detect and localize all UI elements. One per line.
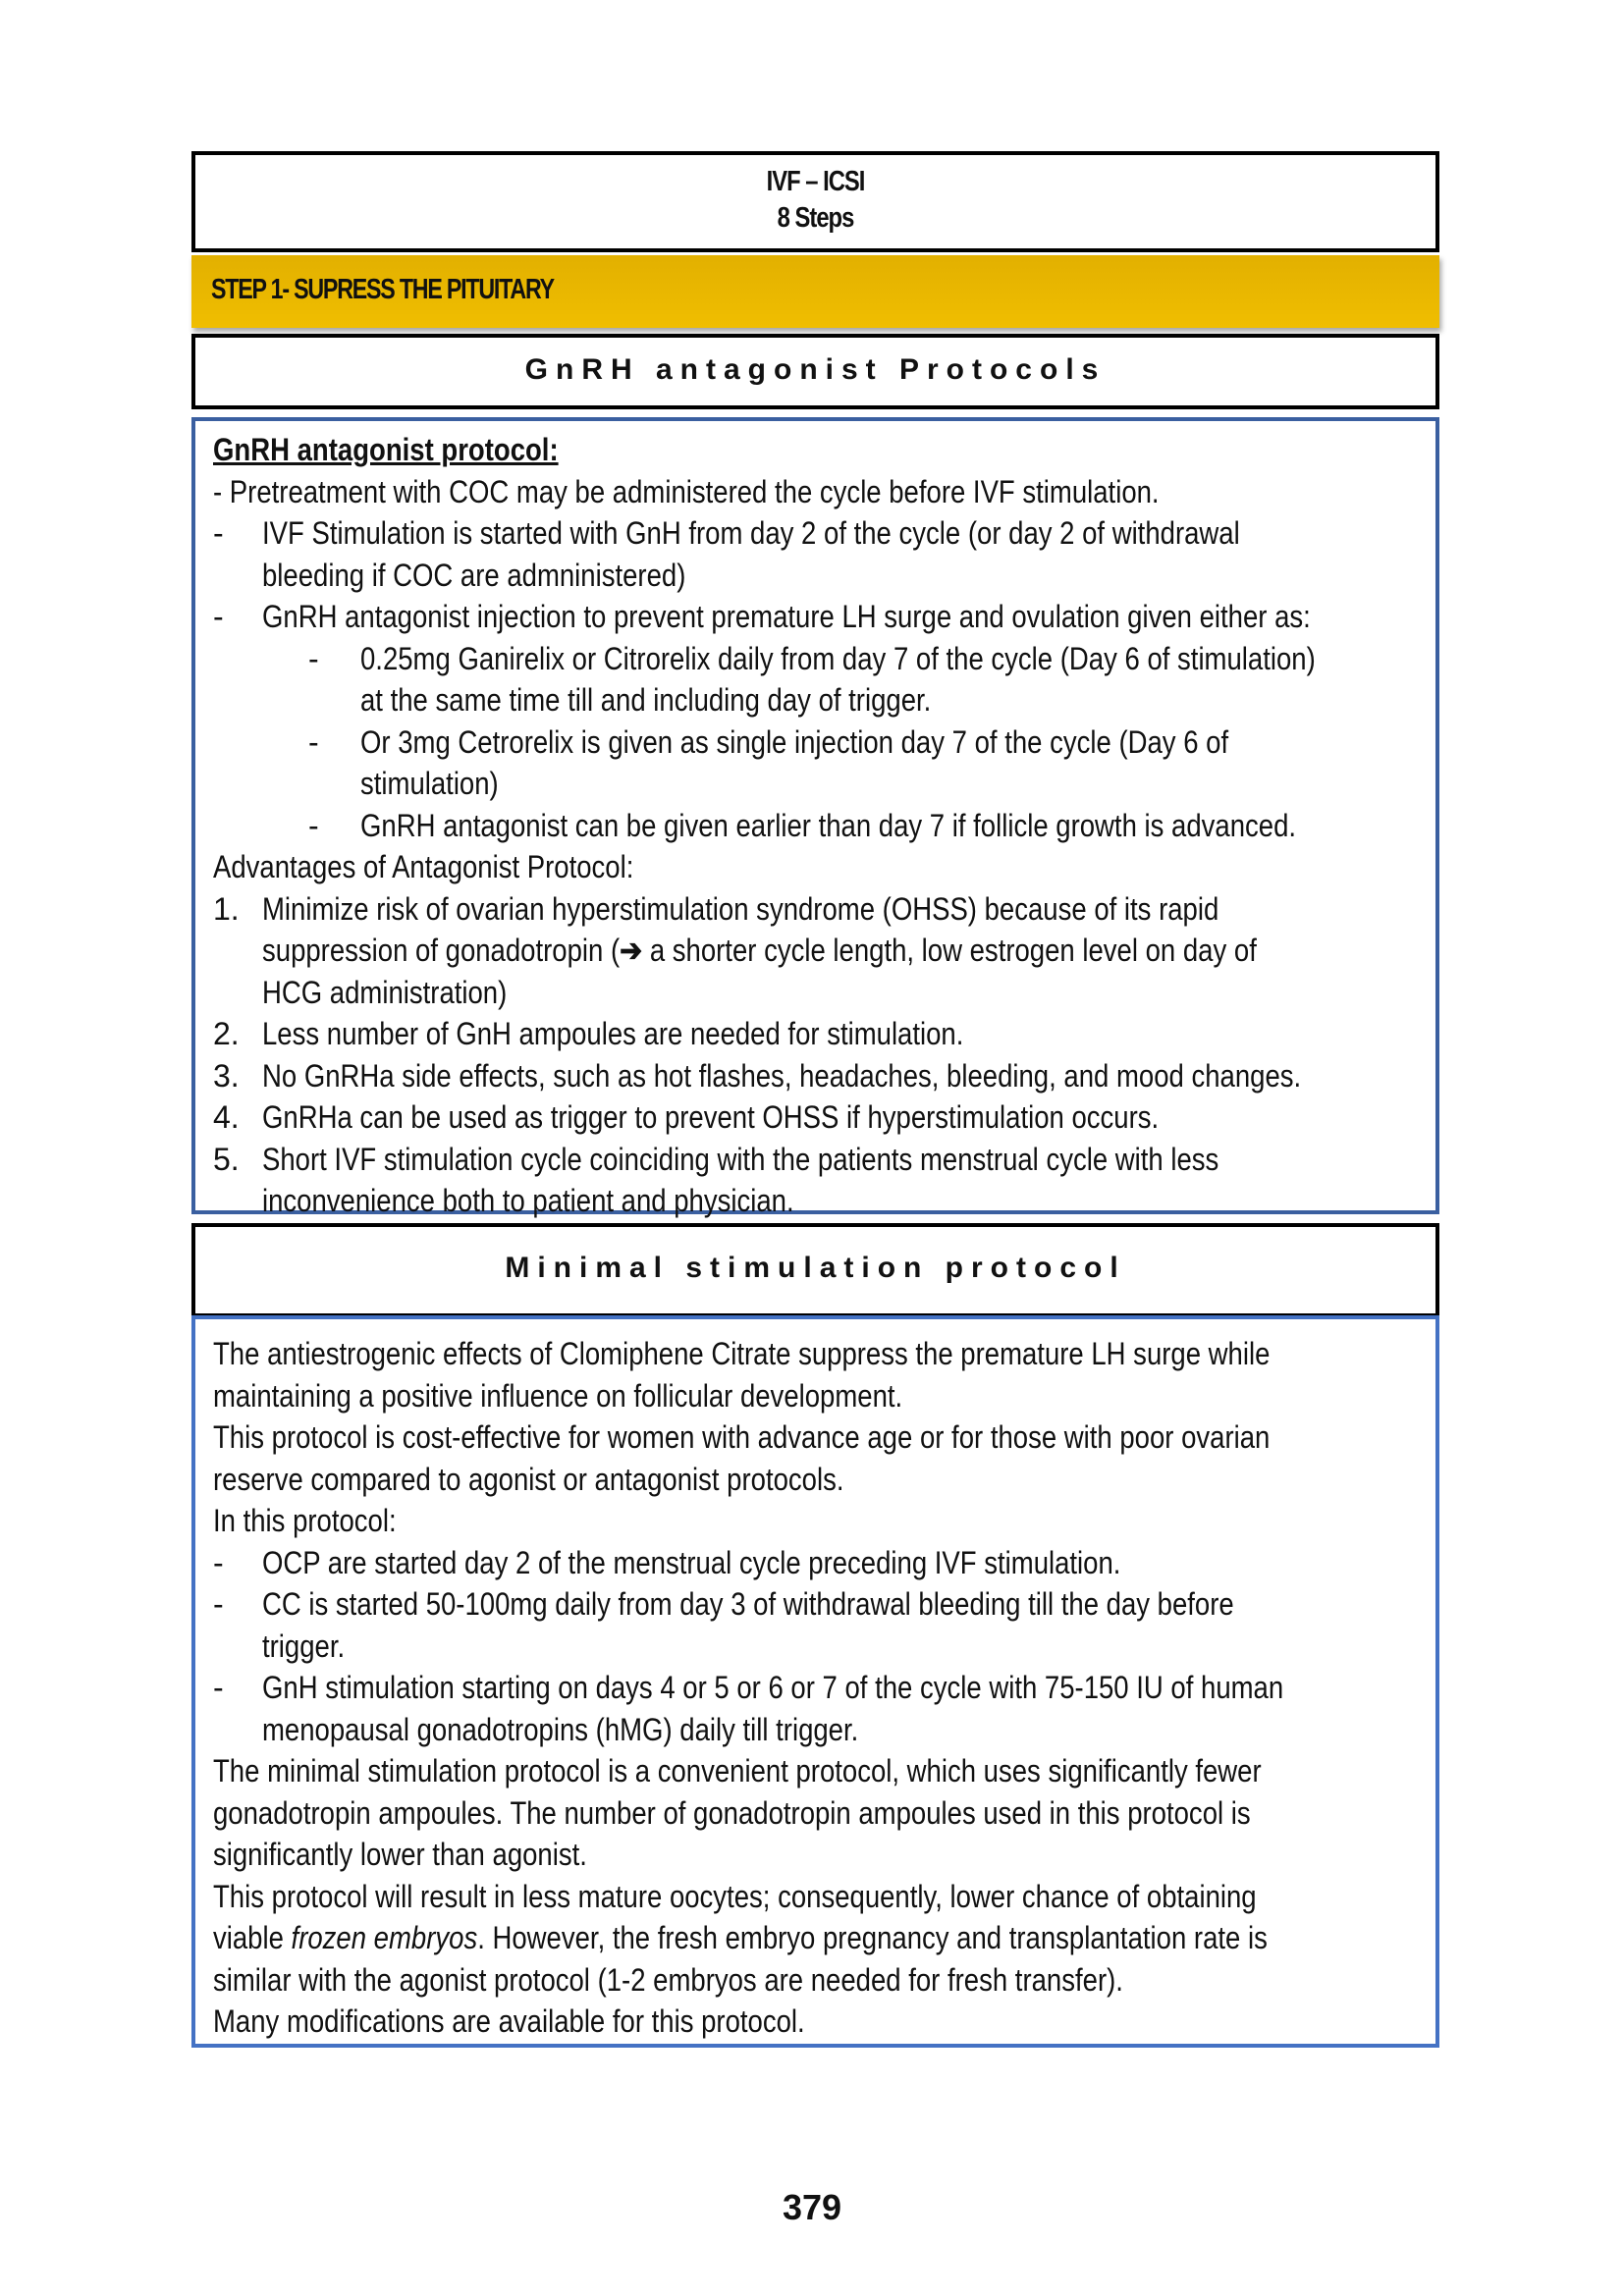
document-title: IVF – ICSI bbox=[766, 166, 865, 197]
list-item-line: Less number of GnH ampoules are needed for stimulation. bbox=[262, 1016, 964, 1051]
list-item-line: HCG administration) bbox=[262, 974, 508, 1010]
title-box bbox=[191, 151, 1439, 252]
list-item-line: GnRHa can be used as trigger to prevent OHSS if hyperstimulation occurs. bbox=[262, 1099, 1160, 1135]
bullet-dash: - bbox=[308, 640, 319, 676]
sub-list-item bbox=[213, 721, 1418, 805]
antagonist-heading-text: GnRH antagonist protocol: bbox=[213, 432, 559, 467]
list-item-line: trigger. bbox=[262, 1628, 346, 1664]
bullet-dash: - bbox=[213, 599, 224, 634]
list-item-line: GnH stimulation starting on days 4 or 5 or 6 or 7 of the cycle with 75-150 IU of human bbox=[262, 1670, 1284, 1705]
item-number: 2. bbox=[213, 1016, 240, 1051]
advantage-item bbox=[213, 1096, 1418, 1139]
list-item-line: 0.25mg Ganirelix or Citrorelix daily from day 7 of the cycle (Day 6 of stimulation) bbox=[360, 640, 1316, 676]
sub-list-item bbox=[213, 638, 1418, 721]
line-segment: viable bbox=[213, 1920, 292, 1955]
bullet-dash: - bbox=[308, 807, 319, 843]
pretreatment-text: - Pretreatment with COC may be administered the cycle before IVF stimulation. bbox=[213, 473, 1160, 509]
item-number: 1. bbox=[213, 890, 240, 927]
advantage-item bbox=[213, 888, 1418, 1014]
bullet-dash: - bbox=[213, 1670, 224, 1705]
list-item bbox=[213, 596, 1418, 638]
item-number: 4. bbox=[213, 1099, 240, 1135]
list-item-line: GnRH antagonist can be given earlier than day 7 if follicle growth is advanced. bbox=[360, 807, 1297, 843]
minimal-content-box bbox=[191, 1315, 1439, 2048]
minimal-section-header bbox=[191, 1223, 1439, 1317]
antagonist-heading bbox=[213, 429, 1249, 471]
page-number: 379 bbox=[782, 2187, 842, 2227]
list-item-line: CC is started 50-100mg daily from day 3 of withdrawal bleeding till the day before bbox=[262, 1586, 1234, 1622]
antagonist-section-title: GnRH antagonist Protocols bbox=[524, 353, 1107, 386]
advantage-item bbox=[213, 1055, 1418, 1097]
list-item bbox=[213, 1583, 1418, 1667]
list-item bbox=[213, 512, 1418, 596]
step-label: STEP 1- SUPRESS THE PITUITARY bbox=[211, 274, 554, 305]
step-banner bbox=[191, 255, 1439, 328]
antagonist-section-header bbox=[191, 334, 1439, 409]
list-item bbox=[213, 1542, 1418, 1584]
paragraph-line: This protocol is cost-effective for women with advance age or for those with poor ovarian bbox=[213, 1419, 1271, 1455]
list-item-line: Short IVF stimulation cycle coinciding with the patients menstrual cycle with less bbox=[262, 1141, 1219, 1177]
paragraph-line: Many modifications are available for this protocol. bbox=[213, 2003, 805, 2039]
paragraph-line: In this protocol: bbox=[213, 1503, 397, 1538]
item-number: 3. bbox=[213, 1057, 240, 1094]
sub-list-item bbox=[213, 805, 1418, 847]
list-item-line: Or 3mg Cetrorelix is given as single injection day 7 of the cycle (Day 6 of bbox=[360, 723, 1229, 760]
bullet-dash: - bbox=[213, 515, 224, 551]
list-item-line: stimulation) bbox=[360, 766, 499, 801]
italic-term: frozen embryos bbox=[291, 1920, 478, 1955]
document-subtitle: 8 Steps bbox=[777, 202, 854, 234]
list-item bbox=[213, 1667, 1418, 1750]
list-item-line: GnRH antagonist injection to prevent premature LH surge and ovulation given either as: bbox=[262, 599, 1311, 634]
list-item-line: menopausal gonadotropins (hMG) daily till trigger. bbox=[262, 1711, 859, 1747]
list-item-line bbox=[262, 930, 1256, 972]
paragraph-line: similar with the agonist protocol (1-2 embryos are needed for fresh transfer). bbox=[213, 1961, 1123, 1998]
paragraph-line: maintaining a positive influence on follicular development. bbox=[213, 1377, 903, 1414]
bullet-dash: - bbox=[213, 1544, 224, 1580]
paragraph-line: reserve compared to agonist or antagonist protocols. bbox=[213, 1461, 844, 1497]
advantage-item bbox=[213, 1013, 1418, 1055]
line-segment: suppression of gonadotropin ( bbox=[262, 933, 621, 968]
list-item-line: at the same time till and including day of trigger. bbox=[360, 682, 932, 718]
bullet-dash: - bbox=[308, 723, 319, 760]
list-item-line: inconvenience both to patient and physician. bbox=[262, 1183, 794, 1218]
paragraph-line: This protocol will result in less mature oocytes; consequently, lower chance of obtaining bbox=[213, 1878, 1257, 1914]
list-item-line: OCP are started day 2 of the menstrual cycle preceding IVF stimulation. bbox=[262, 1544, 1121, 1580]
paragraph-line: significantly lower than agonist. bbox=[213, 1837, 587, 1872]
item-number: 5. bbox=[213, 1141, 240, 1177]
list-item-line: bleeding if COC are admninistered) bbox=[262, 557, 686, 593]
paragraph-line bbox=[213, 1917, 1268, 1959]
line-segment: . However, the fresh embryo pregnancy and transplantation rate is bbox=[477, 1920, 1268, 1955]
list-item-line: IVF Stimulation is started with GnH from day 2 of the cycle (or day 2 of withdrawal bbox=[262, 515, 1240, 551]
line-segment: a shorter cycle length, low estrogen level on day of bbox=[642, 933, 1257, 968]
list-item-line: No GnRHa side effects, such as hot flashes, headaches, bleeding, and mood changes. bbox=[262, 1057, 1302, 1094]
antagonist-content-box bbox=[191, 417, 1439, 1218]
bullet-dash: - bbox=[213, 1586, 224, 1622]
advantage-item bbox=[213, 1139, 1418, 1222]
list-item-line: Minimize risk of ovarian hyperstimulation syndrome (OHSS) because of its rapid bbox=[262, 890, 1219, 927]
advantages-heading: Advantages of Antagonist Protocol: bbox=[213, 849, 634, 884]
paragraph-line: The antiestrogenic effects of Clomiphene Citrate suppress the premature LH surge while bbox=[213, 1336, 1271, 1371]
right-arrow-icon: ➔ bbox=[620, 933, 643, 968]
minimal-section-title: Minimal stimulation protocol bbox=[505, 1252, 1126, 1284]
paragraph-line: gonadotropin ampoules. The number of gonadotropin ampoules used in this protocol is bbox=[213, 1794, 1251, 1831]
paragraph-line: The minimal stimulation protocol is a convenient protocol, which uses significantly fewer bbox=[213, 1753, 1262, 1789]
